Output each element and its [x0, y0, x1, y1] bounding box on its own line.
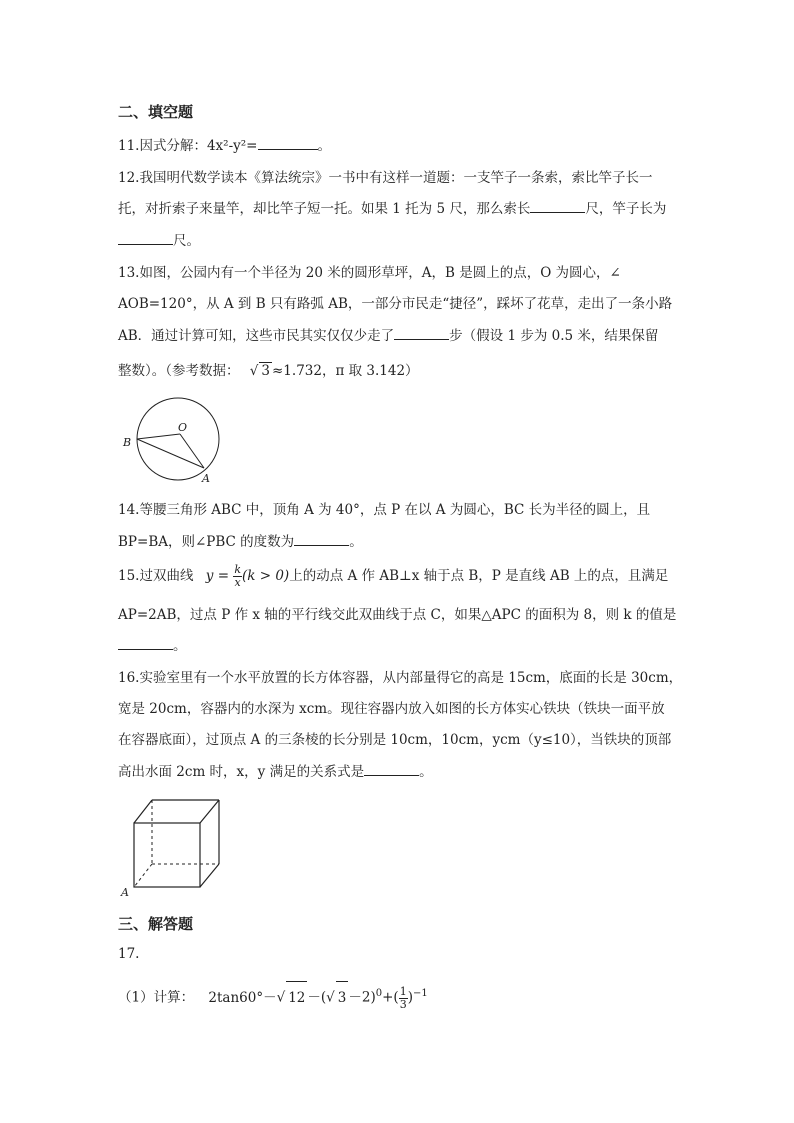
- answer-blank: [530, 199, 585, 213]
- answer-blank: [118, 636, 173, 650]
- question-15-line2: AP=2AB，过点 P 作 x 轴的平行线交此双曲线于点 C，如果△APC 的面积为 8，则 k 的值是: [118, 607, 677, 623]
- q12-text-b: 尺，竿子长为: [585, 201, 667, 217]
- q13-text-c: 整数）。（参考数据：: [118, 363, 240, 379]
- fraction-k-over-x: $\frac{k}{x}$: [234, 563, 241, 589]
- q17-expr-e: ): [407, 989, 413, 1006]
- exp-0: 0: [375, 988, 383, 999]
- q16-text-b: 。: [419, 764, 433, 780]
- q15-cond: (k > 0): [242, 568, 290, 584]
- question-13-line4: 整数）。（参考数据： √ 3 ≈1.732，π 取 3.142）: [118, 363, 419, 379]
- q17-expr-c: －2): [348, 989, 376, 1006]
- q15-end: 。: [173, 638, 187, 654]
- question-15-line1: 15.过双曲线 y = $\frac{k}{x}$ (k > 0)上的动点 A 作 AB⊥x 轴于点 B，P 是直线 AB 上的点，且满足: [118, 563, 669, 589]
- sqrt-12: 12: [286, 981, 307, 1014]
- question-13-line3: [118, 324, 658, 344]
- question-16-line2: 宽是 20cm，容器内的水深为 xcm。现往容器内放入如图的长方体实心铁块（铁块一面平放: [118, 701, 665, 717]
- q12-text-a: 托，对折索子来量竿，却比竿子短一托。如果 1 托为 5 尺，那么索长: [118, 201, 531, 217]
- question-13-line2: AOB=120°，从 A 到 B 只有路弧 AB，一部分市民走“捷径”，踩坏了花草，走出了一条小路: [118, 296, 673, 312]
- question-16-line4: [118, 760, 433, 780]
- answer-blank: [364, 762, 419, 776]
- q14-text-b: 。: [349, 534, 363, 550]
- question-17-number: 17.: [118, 946, 140, 962]
- q12-text-c: 尺。: [173, 233, 200, 249]
- question-12-line2: [118, 197, 666, 217]
- sqrt-3b: 3: [336, 981, 349, 1014]
- q16-text-a: 高出水面 2cm 时，x，y 满足的关系式是: [118, 764, 365, 780]
- question-12-line3: [118, 229, 200, 249]
- label-B: B: [123, 436, 132, 449]
- question-16-line1: 16.实验室里有一个水平放置的长方体容器，从内部量得它的高是 15cm，底面的长是 30cm，: [118, 670, 683, 686]
- question-14-line2: [118, 530, 363, 550]
- circle-figure: [118, 396, 228, 484]
- q14-text-a: BP=BA，则∠PBC 的度数为: [118, 534, 295, 550]
- q11-text: 11.因式分解：4x²-y²=: [118, 138, 258, 154]
- q15-text-a: 15.过双曲线: [118, 568, 194, 584]
- question-16-line3: 在容器底面），过顶点 A 的三条棱的长分别是 10cm，10cm，ycm（y≤10），当铁块的顶部: [118, 732, 672, 748]
- q11-end: 。: [317, 138, 331, 154]
- q15-y: y: [205, 568, 214, 584]
- q15-text-b: 上的动点 A 作 AB⊥x 轴于点 B，P 是直线 AB 上的点，且满足: [289, 568, 669, 584]
- answer-blank: [294, 532, 349, 546]
- q17-label: （1）计算：: [118, 989, 195, 1006]
- section-heading-solutions: 三、解答题: [118, 915, 194, 933]
- q13-text-b: 步（假设 1 步为 0.5 米，结果保留: [449, 328, 659, 344]
- question-15-line3: [118, 634, 187, 654]
- question-17-part1: （1）计算： 2tan60°－√ 12 －(√ 3 －2)$^0$+( $\frac{1}{3}$ )$^{-1}$: [118, 978, 428, 1010]
- question-12-line1: 12.我国明代数学读本《算法统宗》一书中有这样一道题：一支竿子一条索，索比竿子长一: [118, 170, 653, 186]
- q17-expr-b: －(: [307, 989, 327, 1006]
- answer-blank: [394, 326, 449, 340]
- cuboid-figure: [118, 794, 228, 898]
- label-O: O: [178, 421, 188, 434]
- question-11: [118, 134, 331, 154]
- label-A: A: [121, 886, 129, 898]
- section-heading-fill-in: 二、填空题: [118, 103, 194, 121]
- answer-blank: [258, 136, 318, 150]
- q13-text-d: ≈1.732，π 取 3.142）: [272, 363, 419, 379]
- question-14-line1: 14.等腰三角形 ABC 中，顶角 A 为 40°，点 P 在以 A 为圆心，BC 长为半径的圆上，且: [118, 502, 651, 518]
- q17-expr-a: 2tan60°－: [208, 989, 277, 1006]
- label-A: A: [202, 472, 210, 484]
- answer-blank: [118, 231, 173, 245]
- exp-minus-1: −1: [412, 988, 428, 999]
- fraction-one-third: $\frac{1}{3}$: [399, 984, 407, 1011]
- q13-text-a: AB．通过计算可知，这些市民其实仅仅少走了: [118, 328, 395, 344]
- question-13-line1: 13.如图，公园内有一个半径为 20 米的圆形草坪，A，B 是圆上的点，O 为圆心，∠: [118, 265, 621, 281]
- q17-expr-d: +(: [382, 989, 399, 1006]
- sqrt-3: 3: [261, 363, 270, 379]
